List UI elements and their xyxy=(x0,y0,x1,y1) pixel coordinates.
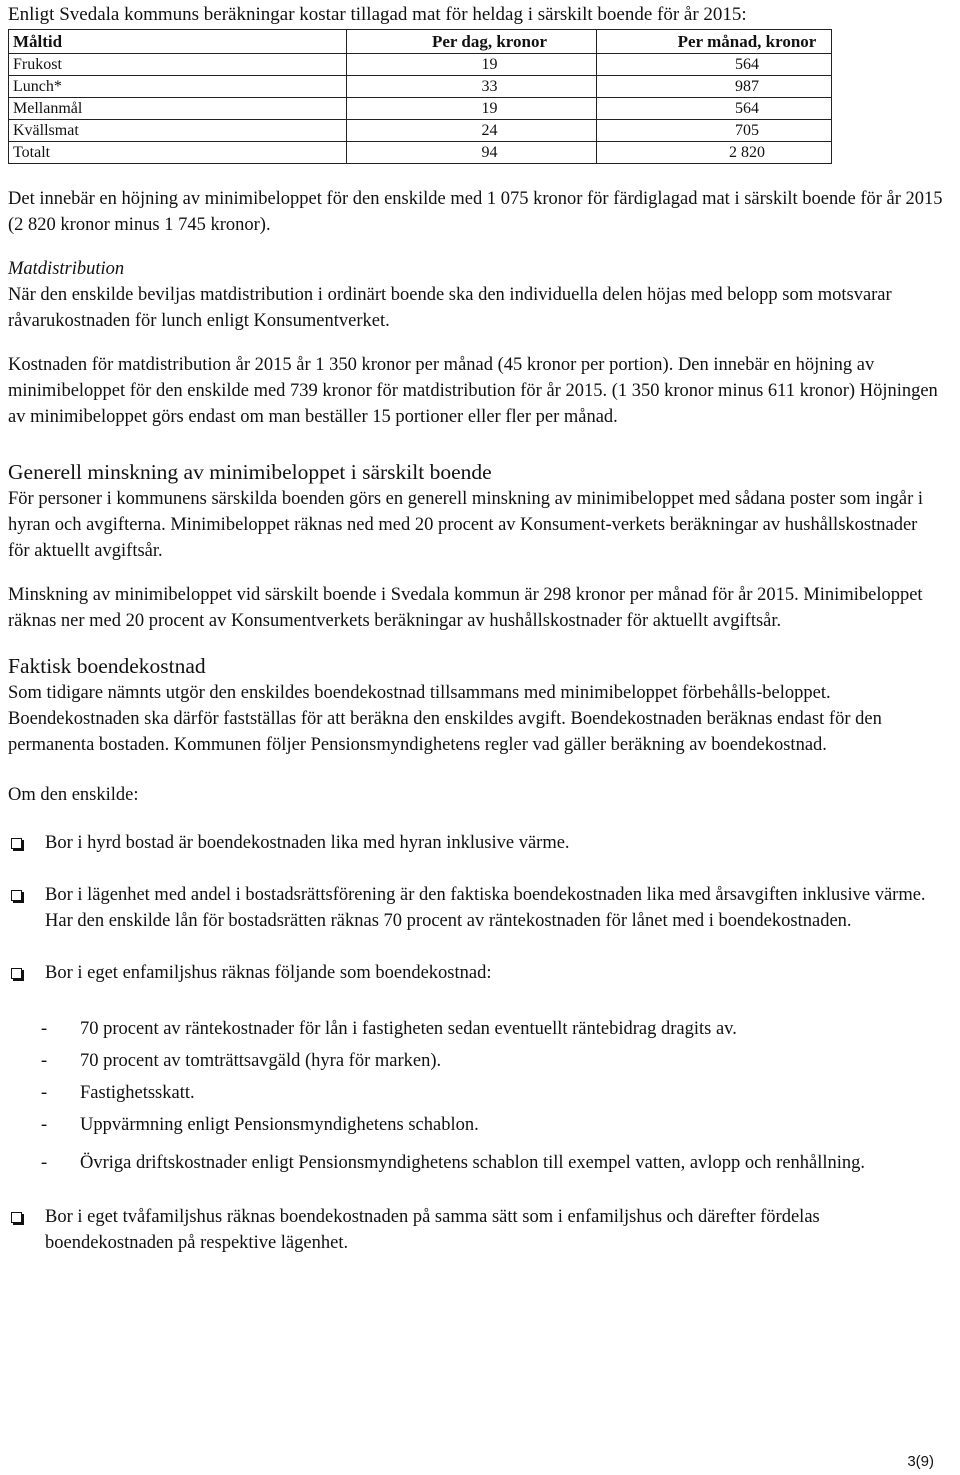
cell-per-month: 2 820 xyxy=(597,142,832,164)
header-maltid: Måltid xyxy=(9,30,347,54)
checkbox-bullet-icon xyxy=(11,1212,22,1223)
table-row xyxy=(9,54,832,76)
paragraph-generell-2: Minskning av minimibeloppet vid särskilt boende i Svedala kommun är 298 kronor per månad för år 2015. Minimibeloppet räknas ner med 20 procent av Konsumentverkets beräkningar av hushållskostnader för aktuellt avgiftsår. xyxy=(8,585,923,631)
paragraph-matdistribution-2: Kostnaden för matdistribution år 2015 år 1 350 kronor per månad (45 kronor per portion). Den innebär en höjning av minimibeloppet för den enskilde med 739 kronor för matdistribution för år 2015. (1 350 kronor minus 611 kronor) Höjningen av minimibeloppet görs endast om man beställer 15 portioner eller fler per månad. xyxy=(8,355,938,427)
list-item: Bor i lägenhet med andel i bostadsrättsförening är den faktiska boendekostnaden lika med årsavgiften inklusive värme. Har den enskilde lån för bostadsrätten räknas 70 procent av räntekostnaden för lånet med i boendekostnaden. xyxy=(8,882,943,934)
cell-per-month: 987 xyxy=(597,76,832,98)
table-row xyxy=(9,120,832,142)
paragraph-faktisk-1: Som tidigare nämnts utgör den enskildes boendekostnad tillsammans med minimibeloppet förbehålls-beloppet. Boendekostnaden ska därför fastställas för att beräkna den enskildes avgift. Boendekostnaden beräknas endast för den permanenta bostaden. Kommunen följer Pensionsmyndighetens regler vad gäller beräkning av boendekostnad. xyxy=(8,683,882,755)
page-number: 3(9) xyxy=(907,1453,934,1470)
table-header-row xyxy=(9,30,832,54)
heading-generell-minskning: Generell minskning av minimibeloppet i särskilt boende xyxy=(8,460,492,484)
checkbox-list xyxy=(8,830,943,986)
list-item: Bor i hyrd bostad är boendekostnaden lika med hyran inklusive värme. xyxy=(8,830,943,856)
list-item: - 70 procent av räntekostnader för lån i fastigheten sedan eventuellt räntebidrag dragits av. xyxy=(41,1019,737,1039)
heading-matdistribution: Matdistribution xyxy=(8,259,125,279)
table-row xyxy=(9,142,832,164)
cell-meal: Frukost xyxy=(9,54,347,76)
meal-cost-table xyxy=(8,29,832,164)
paragraph-hojning: Det innebär en höjning av minimibeloppet för den enskilde med 1 075 kronor för färdiglagad mat i särskilt boende för år 2015 (2 820 kronor minus 1 745 kronor). xyxy=(8,189,943,235)
heading-faktisk-boendekostnad: Faktisk boendekostnad xyxy=(8,654,206,678)
cell-per-day: 19 xyxy=(347,54,597,76)
list-item: - Uppvärmning enligt Pensionsmyndighetens schablon. xyxy=(41,1115,479,1135)
list-item: Bor i eget tvåfamiljshus räknas boendekostnaden på samma sätt som i enfamiljshus och därefter fördelas boendekostnaden på respektive lägenhet. xyxy=(8,1204,943,1256)
paragraph-matdistribution-1: När den enskilde beviljas matdistribution i ordinärt boende ska den individuella delen höjas med belopp som motsvarar råvarukostnaden för lunch enligt Konsumentverket. xyxy=(8,285,892,331)
dash-list xyxy=(8,1016,943,1176)
checkbox-bullet-icon xyxy=(11,838,22,849)
cell-meal: Mellanmål xyxy=(9,98,347,120)
checkbox-bullet-icon xyxy=(11,968,22,979)
header-per-dag: Per dag, kronor xyxy=(347,30,597,54)
cell-per-month: 705 xyxy=(597,120,832,142)
list-item: - 70 procent av tomträttsavgäld (hyra för marken). xyxy=(41,1051,442,1071)
paragraph-om-den-enskilde: Om den enskilde: xyxy=(8,785,139,805)
cell-per-day: 33 xyxy=(347,76,597,98)
list-item: Bor i eget enfamiljshus räknas följande som boendekostnad: xyxy=(8,960,943,986)
cell-meal: Totalt xyxy=(9,142,347,164)
cell-per-day: 19 xyxy=(347,98,597,120)
cell-per-day: 24 xyxy=(347,120,597,142)
paragraph-generell-1: För personer i kommunens särskilda boenden görs en generell minskning av minimibeloppet med sådana poster som ingår i hyran och avgifterna. Minimibeloppet räknas ned med 20 procent av Konsument-verkets beräkningar av hushållskostnader för aktuellt avgiftsår. xyxy=(8,489,924,561)
document-page xyxy=(8,0,943,1256)
header-per-manad: Per månad, kronor xyxy=(597,30,832,54)
cell-per-month: 564 xyxy=(597,54,832,76)
list-item: - Övriga driftskostnader enligt Pensionsmyndighetens schablon till exempel vatten, avlopp och renhållning. xyxy=(41,1153,866,1173)
cell-meal: Lunch* xyxy=(9,76,347,98)
table-row xyxy=(9,76,832,98)
checkbox-bullet-icon xyxy=(11,890,22,901)
cell-per-day: 94 xyxy=(347,142,597,164)
table-row xyxy=(9,98,832,120)
intro-text: Enligt Svedala kommuns beräkningar kostar tillagad mat för heldag i särskilt boende för år 2015: xyxy=(8,4,747,25)
cell-meal: Kvällsmat xyxy=(9,120,347,142)
list-item: - Fastighetsskatt. xyxy=(41,1083,195,1103)
cell-per-month: 564 xyxy=(597,98,832,120)
checkbox-list-last xyxy=(8,1204,943,1256)
